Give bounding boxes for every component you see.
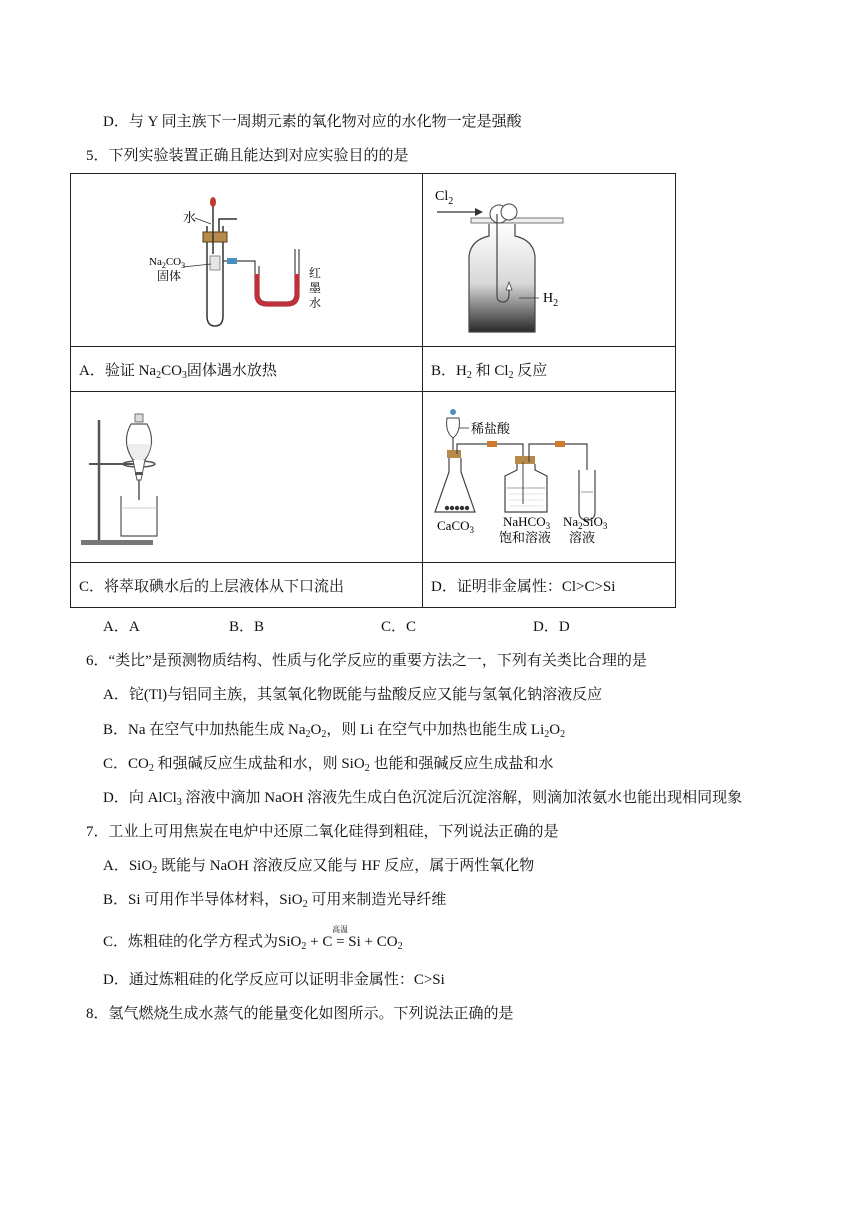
q6-option-c[interactable]: C．$CO_2$ 和强碱反应生成盐和水，则 SiO$_2$ 也能和强碱反应生成盐和水 [103,756,554,774]
q5-choice-a[interactable]: A．A [103,619,140,635]
q5-apparatus-table [70,173,676,608]
figure-c-separatory-funnel-apparatus [71,392,423,562]
figure-d-acid-comparison-apparatus [423,392,676,562]
fig-b-h2-label: $H_2$ [543,291,559,309]
q7-stem: 7．工业上可用焦炭在电炉中还原二氧化硅得到粗硅，下列说法正确的是 [86,824,559,840]
q5-stem: 5．下列实验装置正确且能达到对应实验目的的是 [86,148,409,164]
fig-d-caco3-label: CaCO$_3$ [437,518,474,535]
fig-a-water-label: 水 [183,210,197,225]
fig-d-na2sio3-label: $Na_2SiO_3$ [563,514,608,531]
q5-figure-a-cell [71,174,423,347]
fig-a-red-ink-label-2: 墨 [309,281,322,295]
fig-d-saturated-solution-label: 饱和溶液 [499,530,552,545]
fig-a-solid-label: 固体 [157,269,182,283]
q5-choices [103,617,570,637]
fig-b-cl2-label: $Cl_2$ [435,189,454,207]
figure-b-gas-bottle-apparatus [423,174,676,346]
fig-a-na2co3-label: $Na_2CO_3$ [149,256,186,270]
q5-caption-a: A．验证 $Na_2CO_3$固体遇水放热 [71,347,423,392]
q5-figure-d-cell [423,392,676,563]
q7-option-d[interactable]: D．通过炼粗硅的化学反应可以证明非金属性：C>Si [103,972,445,988]
q5-choice-c[interactable]: C．C [381,619,417,635]
q5-choice-d[interactable]: D．D [533,619,570,635]
fig-d-nahco3-label: NaHCO$_3$ [503,514,551,531]
figure-a-test-tube-apparatus [71,174,423,346]
q4-option-d: D．与 Y 同主族下一周期元素的氧化物对应的水化物一定是强酸 [103,114,522,130]
q7-option-b[interactable]: B．Si 可用作半导体材料，SiO$_2$ 可用来制造光导纤维 [103,892,447,910]
reaction-equation: SiO$_2$ + C 高温 = $Si + CO_2$ [278,934,403,950]
q6-option-d[interactable]: D．向 AlCl$_3$ 溶液中滴加 NaOH 溶液先生成白色沉淀后沉淀溶解，则滴加浓氨水也能出现相同现象 [103,790,743,808]
q6-option-b[interactable]: B．Na 在空气中加热能生成 $Na_2O_2$，则 Li 在空气中加热也能生成 $Li_2O_2$ [103,722,566,740]
q8-stem: 8．氢气燃烧生成水蒸气的能量变化如图所示。下列说法正确的是 [86,1006,514,1022]
fig-a-red-ink-label-1: 红 [309,266,322,280]
q5-caption-b: B．$H_2$ 和 $Cl_2$ 反应 [423,347,676,392]
q7-option-c[interactable]: C．炼粗硅的化学方程式为SiO$_2$ + C 高温 = $Si + CO_2$ [103,932,403,952]
q6-option-a[interactable]: A．铊(Tl)与铝同主族，其氢氧化物既能与盐酸反应又能与氢氧化钠溶液反应 [103,687,603,703]
q6-stem: 6．“类比”是预测物质结构、性质与化学反应的重要方法之一，下列有关类比合理的是 [86,653,647,669]
q5-figure-c-cell [71,392,423,563]
q5-caption-c: C．将萃取碘水后的上层液体从下口流出 [71,563,423,608]
q7-option-a[interactable]: A．SiO$_2$ 既能与 NaOH 溶液反应又能与 HF 反应，属于两性氧化物 [103,858,535,876]
fig-a-red-ink-label-3: 水 [309,296,322,310]
q5-choice-b[interactable]: B．B [229,619,265,635]
q5-figure-b-cell [423,174,676,347]
fig-d-solution-label: 溶液 [569,530,596,545]
fig-d-acid-label: 稀盐酸 [471,421,511,436]
condition-high-temp: 高温 [332,925,349,934]
q5-caption-d: D．证明非金属性：Cl>C>Si [423,563,676,608]
